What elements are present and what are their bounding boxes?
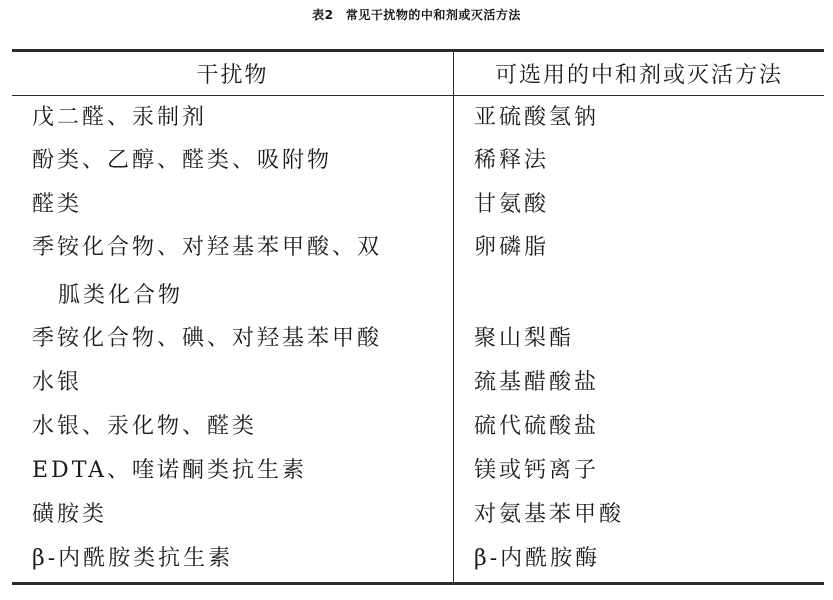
table-cell-neutralizer: 对氨基苯甲酸 [474,502,625,527]
table-cell-neutralizer: 巯基醋酸盐 [474,370,600,395]
column-header-interferent: 干扰物 [196,63,269,88]
table-cell-interferent: 水银、汞化物、醛类 [32,414,258,439]
table-column-divider [453,52,454,582]
table-cell-interferent: β-内酰胺类抗生素 [32,546,234,571]
column-header-neutralizer: 可选用的中和剂或灭活方法 [494,63,783,88]
table-cell-neutralizer: β-内酰胺酶 [474,546,601,571]
table-cell-interferent: 水银 [32,370,83,395]
table-cell-neutralizer: 甘氨酸 [474,192,550,217]
table-cell-interferent: 戊二醛、汞制剂 [32,105,208,130]
table-bottom-rule [12,582,824,585]
table-cell-neutralizer: 镁或钙离子 [474,458,600,483]
table-cell-interferent: EDTA、喹诺酮类抗生素 [32,458,308,483]
table-cell-interferent: 酚类、乙醇、醛类、吸附物 [32,148,333,173]
table-cell-neutralizer: 硫代硫酸盐 [474,414,600,439]
table-cell-interferent: 磺胺类 [32,502,108,527]
table-cell-interferent: 醛类 [32,192,83,217]
table-cell-interferent: 季铵化合物、对羟基苯甲酸、双 [32,235,383,260]
table-cell-interferent: 季铵化合物、碘、对羟基苯甲酸 [32,326,383,351]
table-caption: 表2 常见干扰物的中和剂或灭活方法 [312,8,521,22]
table-top-rule [12,49,824,52]
table-header-rule [12,95,824,96]
table-cell-interferent-continuation: 胍类化合物 [58,283,184,308]
table-cell-neutralizer: 稀释法 [474,148,550,173]
table-cell-neutralizer: 卵磷脂 [474,235,550,260]
table-cell-neutralizer: 聚山梨酯 [474,326,575,351]
table-cell-neutralizer: 亚硫酸氢钠 [474,105,600,130]
